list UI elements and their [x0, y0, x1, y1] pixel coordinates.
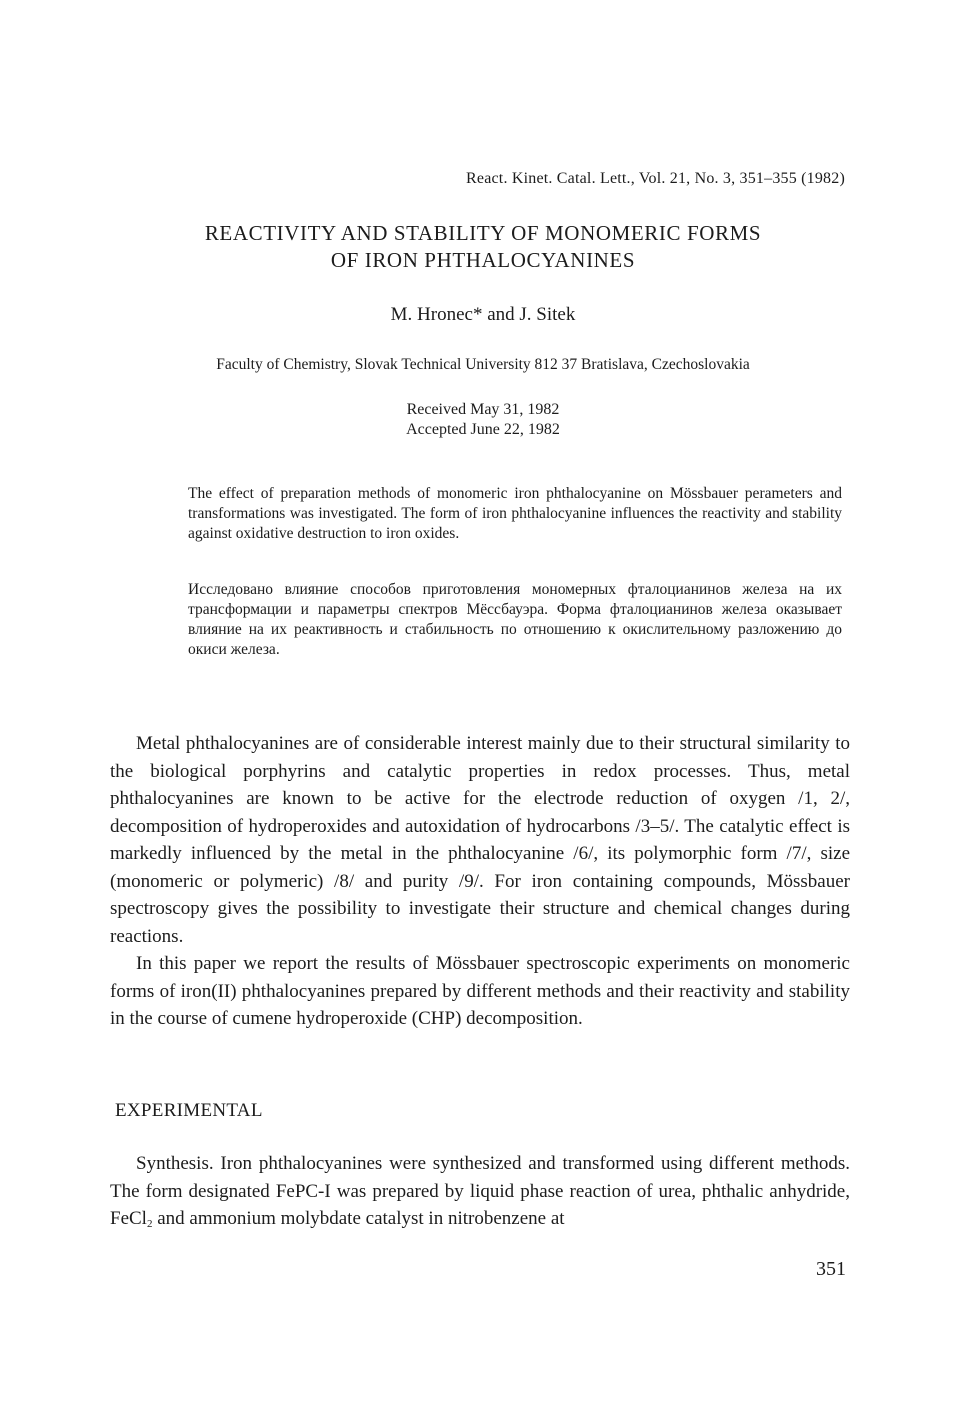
intro-paragraph-2: In this paper we report the results of Mössbauer spectroscopic experiments on monomeric forms of iron(II) phthalocyanines prepared by different methods and their reactivity and stability in the course of cumene hydroperoxide (CHP) decomposition. — [110, 953, 850, 1029]
experimental-text-part-2: and ammonium molybdate catalyst in nitrobenzene at — [152, 1208, 565, 1229]
affiliation: Faculty of Chemistry, Slovak Technical University 812 37 Bratislava, Czechoslovakia — [216, 356, 750, 373]
experimental-paragraph — [110, 1150, 850, 1233]
paper-title — [90, 220, 876, 274]
title-line-1: REACTIVITY AND STABILITY OF MONOMERIC FORMS — [204, 221, 762, 245]
abstract-english: The effect of preparation methods of monomeric iron phthalocyanine on Mössbauer perameters and transformations was investigated. The form of iron phthalocyanine influences the reactivity and stability against oxidative destruction to iron oxides. — [188, 485, 842, 542]
accepted-date: Accepted June 22, 1982 — [406, 421, 560, 438]
abstract-russian: Исследовано влияние способов приготовления мономерных фталоцианинов железа на их трансформации и параметры спектров Мёссбауэра. Форма фталоцианинов железа оказывает влияние на их реактивность и стабильность по отношению к окислительному разложению до окиси железа. — [188, 581, 842, 658]
chemical-subscript: 2 — [146, 1218, 153, 1230]
received-date: Received May 31, 1982 — [406, 401, 560, 418]
intro-paragraph-1: Metal phthalocyanines are of considerable interest mainly due to their structural similarity to the biological porphyrins and catalytic properties in redox processes. Thus, metal phthalocyanines are known to be active for the electrode reduction of oxygen /1, 2/, decomposition of hydroperoxides and autoxidation of hydrocarbons /3–5/. The catalytic effect is markedly influenced by the metal in the phthalocyanine /6/, its polymorphic form /7/, size (monomeric or polymeric) /8/ and purity /9/. For iron containing compounds, Mössbauer spectroscopy gives the possibility to investigate their structure and chemical changes during reactions. — [110, 733, 850, 947]
journal-reference: React. Kinet. Catal. Lett., Vol. 21, No. 3, 351–355 (1982) — [466, 170, 845, 187]
authors: M. Hronec* and J. Sitek — [390, 304, 576, 325]
title-line-2: OF IRON PHTHALOCYANINES — [330, 248, 636, 272]
introduction — [110, 730, 850, 1033]
dates — [90, 400, 876, 440]
page-number: 351 — [816, 1258, 846, 1280]
experimental-text-part-1: Synthesis. Iron phthalocyanines were synthesized and transformed using different methods. The form designated FePC-I was prepared by liquid phase reaction of urea, phthalic anhydride, FeCl — [110, 1153, 850, 1229]
section-heading-experimental: EXPERIMENTAL — [115, 1100, 263, 1121]
experimental-section — [110, 1150, 850, 1233]
